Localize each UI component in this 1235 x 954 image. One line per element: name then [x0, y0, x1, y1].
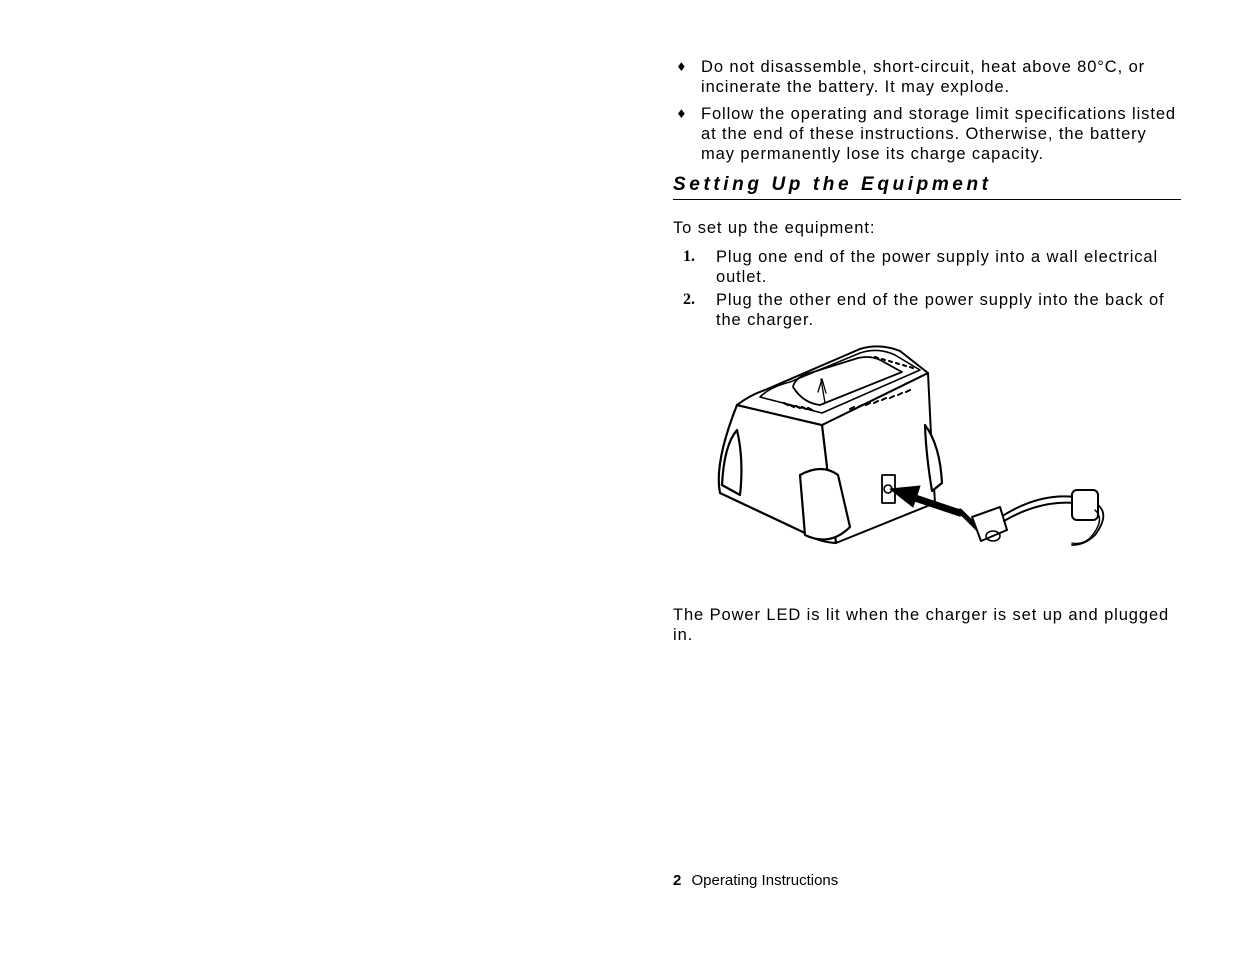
diamond-bullet-icon: ♦ [676, 107, 688, 121]
intro-text: To set up the equipment: [673, 219, 876, 237]
warning-list [673, 57, 1183, 164]
footer-title: Operating Instructions [691, 872, 839, 889]
list-item [673, 57, 1183, 97]
steps-list [673, 247, 1183, 330]
diamond-bullet-icon: ♦ [676, 60, 688, 74]
page-footer [673, 872, 838, 889]
content-column [673, 57, 1183, 333]
charger-illustration [710, 335, 1140, 560]
step-text: Plug one end of the power supply into a wall electrical outlet. [716, 248, 1159, 286]
step-item [673, 247, 1183, 287]
page-number: 2 [673, 872, 682, 889]
step-number: 2. [683, 291, 695, 308]
bullet-text: Follow the operating and storage limit specifications listed at the end of these instructions. Otherwise, the battery may permanently lose its charge capacity. [701, 105, 1176, 163]
section-heading-text: Setting Up the Equipment [673, 174, 992, 195]
step-item [673, 290, 1183, 330]
step-text: Plug the other end of the power supply into the back of the charger. [716, 291, 1165, 329]
step-number: 1. [683, 248, 695, 265]
list-item [673, 104, 1183, 164]
power-led-note: The Power LED is lit when the charger is set up and plugged in. [673, 606, 1170, 644]
section-heading [673, 173, 1181, 200]
bullet-text: Do not disassemble, short-circuit, heat above 80°C, or incinerate the battery. It may explode. [701, 58, 1146, 96]
